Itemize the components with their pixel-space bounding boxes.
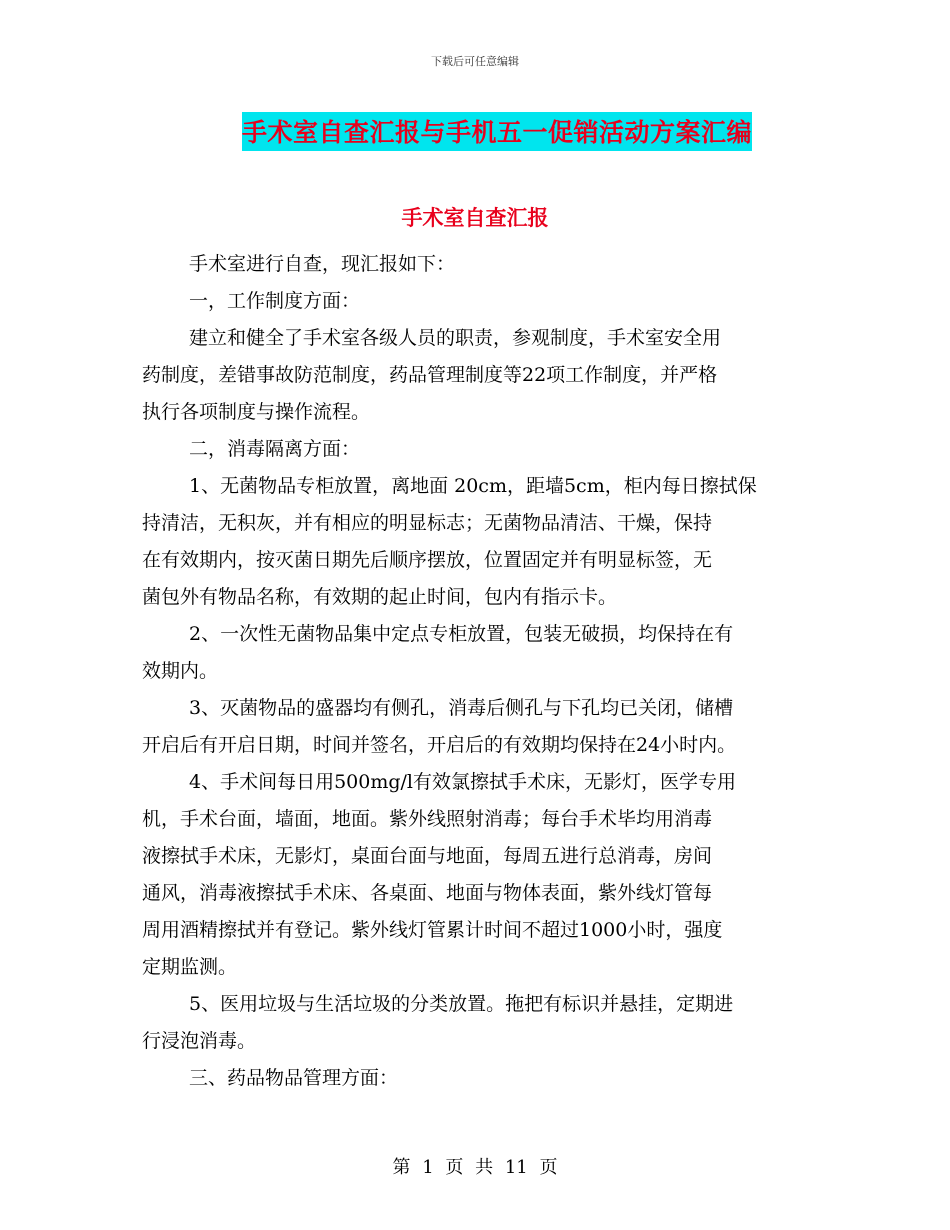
body-line: 液擦拭手术床，无影灯，桌面台面与地面，每周五进行总消毒，房间	[142, 845, 713, 867]
body-line: 5、医用垃圾与生活垃圾的分类放置。拖把有标识并悬挂，定期进	[189, 993, 734, 1015]
main-title-text: 手术室自查汇报与手机五一促销活动方案汇编	[242, 112, 752, 151]
body-line: 3、灭菌物品的盛器均有侧孔，消毒后侧孔与下孔均已关闭，储槽	[189, 697, 734, 719]
body-line: 在有效期内，按灭菌日期先后顺序摆放，位置固定并有明显标签，无	[142, 549, 713, 571]
body-line: 手术室进行自查，现汇报如下：	[189, 253, 456, 275]
body-line: 行浸泡消毒。	[142, 1030, 257, 1052]
page-footer: 第 1 页 共 11 页	[392, 1157, 558, 1178]
body-line: 2、一次性无菌物品集中定点专柜放置，包装无破损，均保持在有	[189, 623, 734, 645]
body-line: 周用酒精擦拭并有登记。紫外线灯管累计时间不超过1000小时，强度	[142, 919, 723, 941]
body-line: 定期监测。	[142, 956, 238, 978]
body-line: 三、药品物品管理方面：	[189, 1067, 399, 1089]
body-line: 二，消毒隔离方面：	[189, 438, 361, 460]
body-line: 药制度，差错事故防范制度，药品管理制度等22项工作制度，并严格	[142, 364, 718, 386]
body-line: 建立和健全了手术室各级人员的职责，参观制度，手术室安全用	[189, 327, 722, 349]
body-line: 持清洁，无积灰，并有相应的明显标志；无菌物品清洁、干燥，保持	[142, 512, 713, 534]
body-line: 4、手术间每日用500mg/l有效氯擦拭手术床，无影灯，医学专用	[189, 771, 737, 793]
body-line: 效期内。	[142, 660, 219, 682]
section-title: 手术室自查汇报	[401, 205, 549, 230]
body-line: 1、无菌物品专柜放置，离地面 20cm，距墙5cm，柜内每日擦拭保	[189, 475, 757, 497]
body-line: 一，工作制度方面：	[189, 290, 361, 312]
body-line: 执行各项制度与操作流程。	[142, 401, 371, 423]
body-line: 菌包外有物品名称，有效期的起止时间，包内有指示卡。	[142, 586, 618, 608]
body-line: 开启后有开启日期，时间并签名，开启后的有效期均保持在24小时内。	[142, 734, 737, 756]
body-line: 通风，消毒液擦拭手术床、各桌面、地面与物体表面，紫外线灯管每	[142, 882, 713, 904]
main-title	[0, 112, 950, 151]
document-body	[142, 246, 810, 1097]
body-line: 机，手术台面，墙面，地面。紫外线照射消毒；每台手术毕均用消毒	[142, 808, 713, 830]
header-note: 下载后可任意编辑	[431, 55, 519, 68]
